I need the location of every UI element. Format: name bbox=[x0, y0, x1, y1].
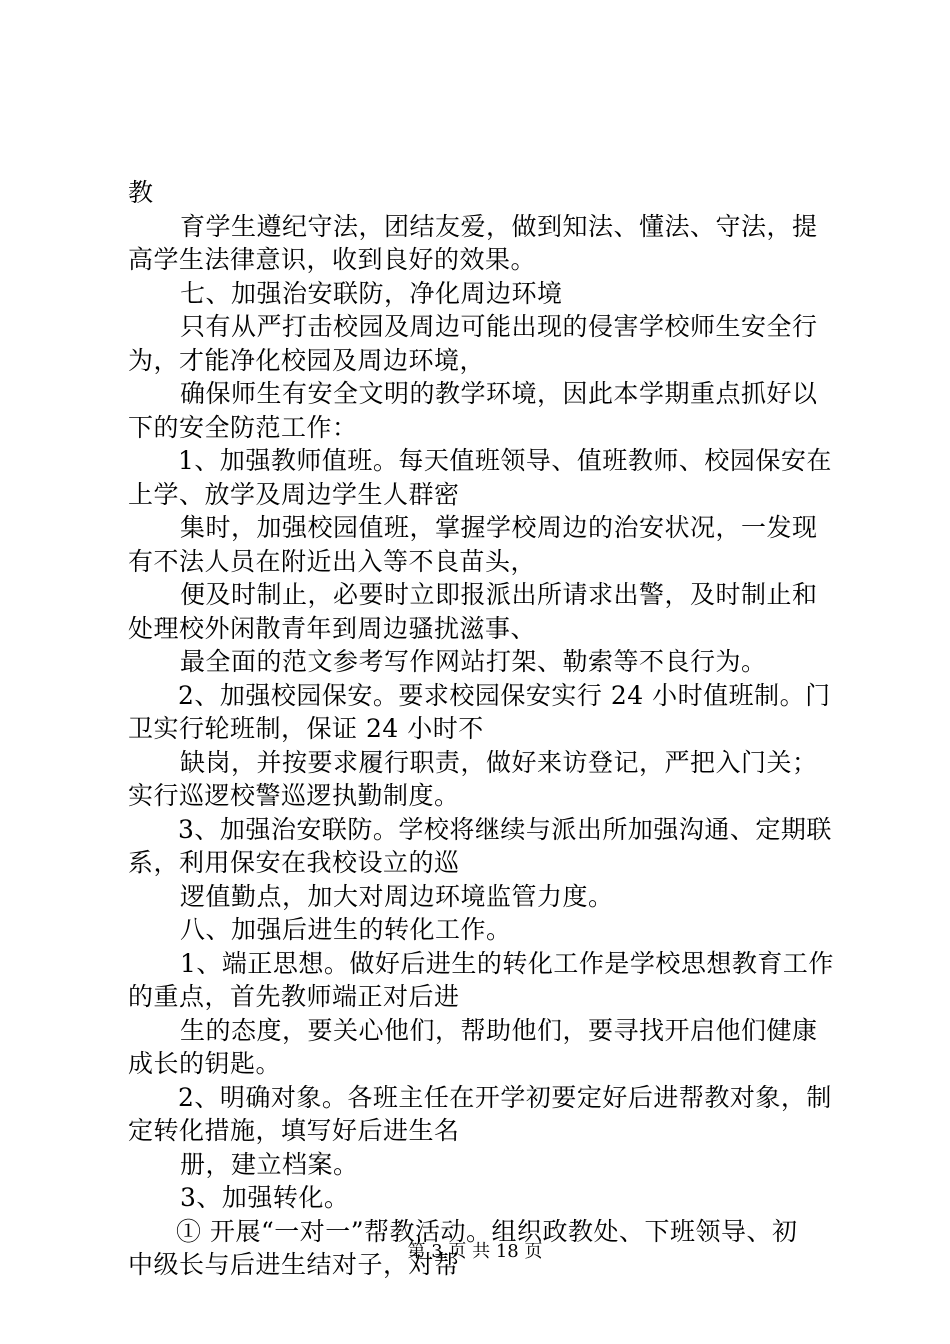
text-line: 育学生遵纪守法，团结友爱，做到知法、懂法、守法，提 bbox=[180, 211, 818, 241]
document-body bbox=[128, 176, 838, 1282]
paragraph bbox=[128, 377, 838, 444]
text-line: 处理校外闲散青年到周边骚扰滋事、 bbox=[128, 613, 537, 643]
paragraph bbox=[128, 511, 838, 578]
paragraph bbox=[128, 679, 838, 746]
text-line: 八、加强后进生的转化工作。 bbox=[180, 915, 512, 944]
paragraph bbox=[128, 645, 838, 679]
text-line: 逻值勤点，加大对周边环境监管力度。 bbox=[180, 881, 614, 911]
text-line: 1、端正思想。做好后进生的转化工作是学校思想教育工作 bbox=[180, 948, 834, 978]
text-line: 3、加强治安联防。学校将继续与派出所加强沟通、定期联 bbox=[178, 814, 832, 844]
text-line: 缺岗，并按要求履行职责，做好来访登记，严把入门关； bbox=[180, 747, 818, 777]
text-line: 高学生法律意识，收到良好的效果。 bbox=[128, 245, 537, 274]
text-line: 册，建立档案。 bbox=[180, 1149, 359, 1179]
text-line: 为，才能净化校园及周边环境， bbox=[128, 345, 486, 375]
text-line: 卫实行轮班制，保证 24 小时不 bbox=[128, 714, 484, 743]
text-line: 成长的钥匙。 bbox=[128, 1049, 282, 1078]
paragraph bbox=[128, 880, 838, 914]
text-line: 确保师生有安全文明的教学环境，因此本学期重点抓好以 bbox=[180, 379, 818, 408]
text-line: 1、加强教师值班。每天值班领导、值班教师、校园保安在 bbox=[178, 446, 832, 475]
text-line: 下的安全防范工作： bbox=[128, 412, 358, 442]
paragraph bbox=[128, 578, 838, 645]
text-line: 2、明确对象。各班主任在开学初要定好后进帮教对象，制 bbox=[178, 1082, 832, 1112]
text-line: 中级长与后进生结对子，对帮 bbox=[128, 1250, 460, 1279]
text-line: 上学、放学及周边学生人群密 bbox=[128, 479, 460, 509]
paragraph bbox=[128, 1081, 838, 1148]
text-line: 的重点，首先教师端正对后进 bbox=[128, 982, 460, 1011]
paragraph bbox=[128, 746, 838, 813]
paragraph bbox=[128, 913, 838, 947]
paragraph bbox=[128, 444, 838, 511]
paragraph bbox=[128, 1014, 838, 1081]
text-line: 最全面的范文参考写作网站打架、勒索等不良行为。 bbox=[180, 647, 767, 676]
paragraph bbox=[128, 813, 838, 880]
text-line: ① 开展“一对一”帮教活动。组织政教处、下班领导、初 bbox=[176, 1216, 798, 1246]
paragraph bbox=[128, 1181, 838, 1215]
text-line: 便及时制止，必要时立即报派出所请求出警，及时制止和 bbox=[180, 580, 818, 609]
paragraph bbox=[128, 310, 838, 377]
paragraph bbox=[128, 176, 838, 210]
paragraph bbox=[128, 210, 838, 277]
text-line: 七、加强治安联防，净化周边环境 bbox=[180, 278, 563, 308]
text-line: 实行巡逻校警巡逻执勤制度。 bbox=[128, 781, 460, 810]
text-line: 2、加强校园保安。要求校园保安实行 24 小时值班制。门 bbox=[178, 680, 831, 710]
text-line: 生的态度，要关心他们，帮助他们，要寻找开启他们健康 bbox=[180, 1015, 818, 1045]
text-line: 系，利用保安在我校设立的巡 bbox=[128, 848, 460, 877]
paragraph bbox=[128, 277, 838, 311]
paragraph bbox=[128, 947, 838, 1014]
text-line: 集时，加强校园值班，掌握学校周边的治安状况，一发现 bbox=[180, 513, 818, 542]
paragraph bbox=[128, 1148, 838, 1182]
text-line: 只有从严打击校园及周边可能出现的侵害学校师生安全行 bbox=[180, 312, 818, 341]
text-line: 教 bbox=[128, 178, 154, 207]
text-line: 定转化措施，填写好后进生名 bbox=[128, 1116, 460, 1145]
page-footer: 第 3 页 共 18 页 bbox=[407, 1241, 543, 1262]
text-line: 有不法人员在附近出入等不良苗头， bbox=[128, 546, 537, 576]
text-line: 3、加强转化。 bbox=[180, 1183, 350, 1212]
